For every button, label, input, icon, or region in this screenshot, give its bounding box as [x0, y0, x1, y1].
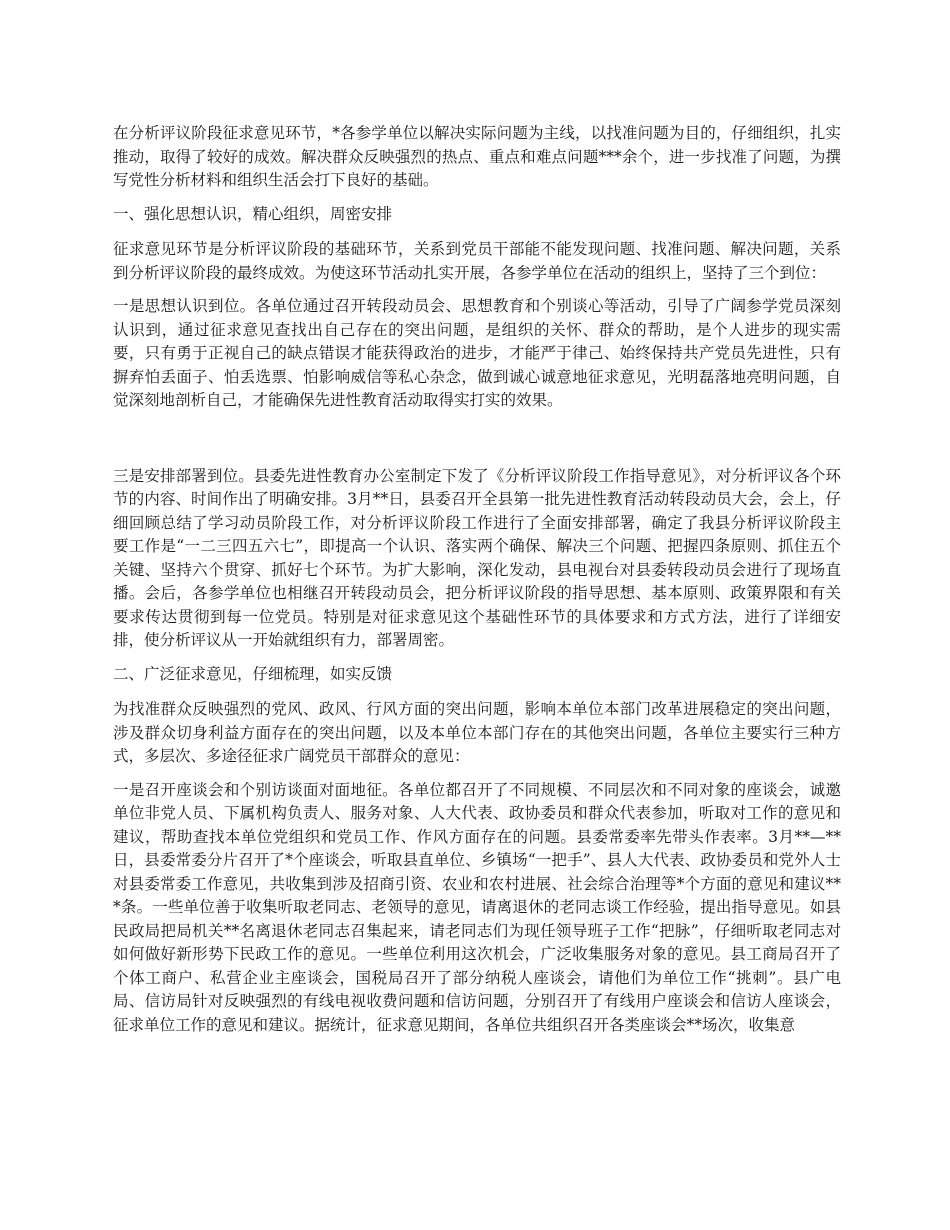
body-paragraph: 征求意见环节是分析评议阶段的基础环节，关系到党员干部能不能发现问题、找准问题、解决问题，关系到分析评议阶段的最终成效。为使这环节活动扎实开展，各参学单位在活动的组织上，坚持了三个到位： [113, 240, 841, 282]
body-paragraph: 一是思想认识到位。各单位通过召开转段动员会、思想教育和个别谈心等活动，引导了广阔参学党员深刻认识到，通过征求意见查找出自己存在的突出问题，是组织的关怀、群众的帮助，是个人进步的现实需要，只有勇于正视自己的缺点错误才能获得政治的进步，才能严于律己、始终保持共产党员先进性，只有摒弃怕丢面子、怕丢选票、怕影响威信等私心杂念，做到诚心诚意地征求意见，光明磊落地亮明问题，自觉深刻地剖析自己，才能确保先进性教育活动取得实打实的效果。 [113, 297, 841, 409]
body-paragraph: 三是安排部署到位。县委先进性教育办公室制定下发了《分析评议阶段工作指导意见》，对分析评议各个环节的内容、时间作出了明确安排。3月**日，县委召开全县第一批先进性教育活动转段动员大会，会上，仔细回顾总结了学习动员阶段工作，对分析评议阶段工作进行了全面安排部署，确定了我县分析评议阶段主要工作是“一二三四五六七”，即提高一个认识、落实两个确保、解决三个问题、把握四条原则、抓住五个关键、坚持六个贯穿、抓好七个环节。为扩大影响，深化发动，县电视台对县委转段动员会进行了现场直播。会后，各参学单位也相继召开转段动员会，把分析评议阶段的指导思想、基本原则、政策界限和有关要求传达贯彻到每一位党员。特别是对征求意见这个基础性环节的具体要求和方式方法，进行了详细安排，使分析评议从一开始就组织有力，部署周密。 [113, 466, 841, 649]
body-paragraph: 为找准群众反映强烈的党风、政风、行风方面的突出问题，影响本单位本部门改革进展稳定的突出问题，涉及群众切身利益方面存在的突出问题，以及本单位本部门存在的其他突出问题，各单位主要实行三种方式，多层次、多途径征求广阔党员干部群众的意见： [113, 700, 841, 765]
section-heading-1: 一、强化思想认识，精心组织，周密安排 [113, 204, 393, 223]
intro-paragraph: 在分析评议阶段征求意见环节，*各参学单位以解决实际问题为主线，以找准问题为目的，仔细组织，扎实推动，取得了较好的成效。解决群众反映强烈的热点、重点和难点问题***余个，进一步找准了问题，为撰写党性分析材料和组织生活会打下良好的基础。 [113, 124, 841, 189]
body-paragraph: 一是召开座谈会和个别访谈面对面地征。各单位都召开了不同规模、不同层次和不同对象的座谈会，诚邀单位非党人员、下属机构负责人、服务对象、人大代表、政协委员和群众代表参加，听取对工作的意见和建议，帮助查找本单位党组织和党员工作、作风方面存在的问题。县委常委率先带头作表率。3月**—**日，县委常委分片召开了*个座谈会，听取县直单位、乡镇场“一把手”、县人大代表、政协委员和党外人士对县委常委工作意见，共收集到涉及招商引资、农业和农村进展、社会综合治理等*个方面的意见和建议***条。一些单位善于收集听取老同志、老领导的意见，请离退休的老同志谈工作经验，提出指导意见。如县民政局把局机关**名离退休老同志召集起来，请老同志们为现任领导班子工作“把脉”，仔细听取老同志对如何做好新形势下民政工作的意见。一些单位利用这次机会，广泛收集服务对象的意见。县工商局召开了个体工商户、私营企业主座谈会，国税局召开了部分纳税人座谈会，请他们为单位工作“挑刺”。县广电局、信访局针对反映强烈的有线电视收费问题和信访问题，分别召开了有线用户座谈会和信访人座谈会，征求单位工作的意见和建议。据统计，征求意见期间，各单位共组织召开各类座谈会**场次，收集意 [113, 780, 841, 1034]
section-heading-2: 二、广泛征求意见，仔细梳理，如实反馈 [113, 664, 393, 683]
document-body [113, 122, 841, 1047]
